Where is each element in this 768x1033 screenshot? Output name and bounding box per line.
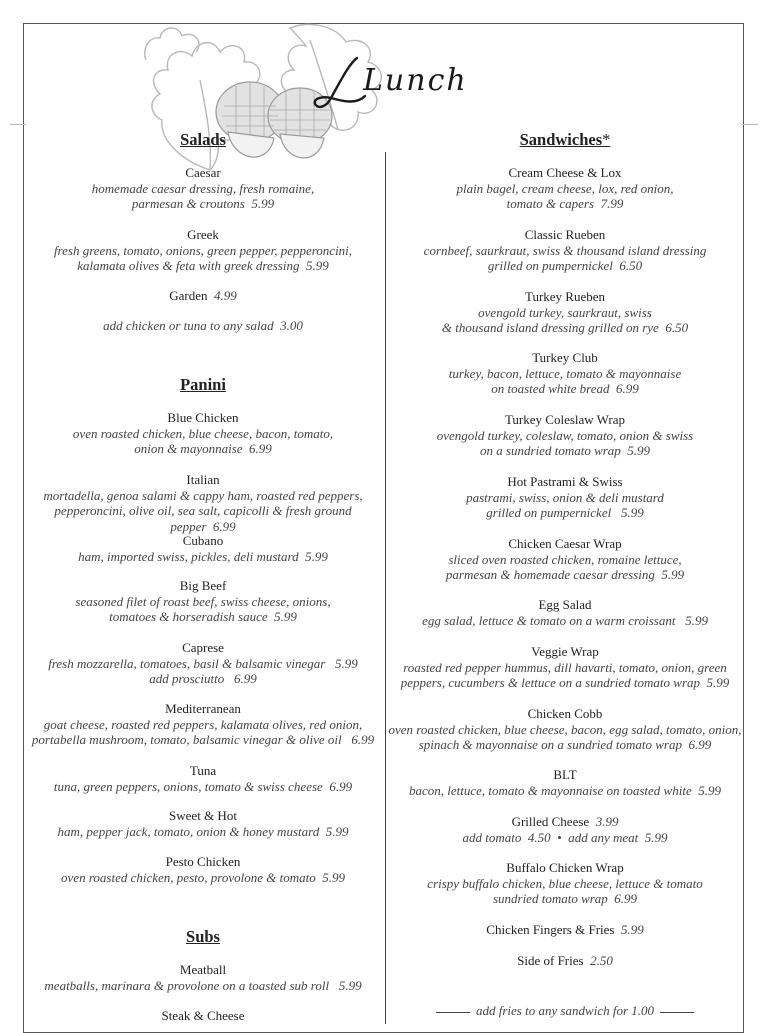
item-price: 6.99 (351, 732, 375, 747)
item-desc: pepperoncini, olive oil, sea salt, capicolli & fresh ground pepper (54, 503, 352, 534)
lunch-script-title (305, 46, 485, 116)
menu-item (388, 350, 742, 397)
menu-item (388, 953, 742, 969)
menu-item (388, 860, 742, 907)
item-name: Side of Fries (517, 953, 584, 968)
right-fold-mark (742, 124, 758, 125)
rule-right (660, 1012, 694, 1013)
item-desc: tomato & capers (506, 196, 595, 211)
item-name: Caesar (185, 165, 221, 180)
item-desc: onion & mayonnaise (134, 441, 243, 456)
item-extra: add prosciutto (149, 671, 225, 686)
fries-note-text: add fries to any sandwich for (475, 1003, 629, 1018)
item-desc: fresh greens, tomato, onions, green pepper, pepperoncini, (53, 242, 353, 258)
menu-title: Lunch (363, 63, 468, 98)
item-name: Hot Pastrami & Swiss (507, 474, 623, 489)
item-desc: seasoned filet of roast beef, swiss cheese, onions, (75, 593, 331, 609)
menu-item (24, 472, 382, 534)
menu-item (24, 533, 382, 564)
subs-heading: Subs (186, 927, 220, 946)
item-name: Tuna (189, 763, 217, 778)
item-price: 6.99 (616, 381, 639, 396)
menu-item (388, 767, 742, 798)
item-desc: grilled on pumpernickel (487, 258, 613, 273)
menu-item (388, 644, 742, 691)
item-price: 6.99 (614, 891, 638, 906)
item-desc: sundried tomato wrap (492, 891, 608, 906)
column-divider (385, 152, 386, 1024)
menu-item (388, 706, 742, 753)
item-price: 5.99 (322, 869, 345, 885)
item-name: Classic Rueben (524, 227, 606, 242)
item-price: 5.99 (305, 548, 328, 564)
item-name: Blue Chicken (167, 410, 239, 425)
item-name: Italian (186, 472, 220, 487)
item-desc: kalamata olives & feta with greek dressing (77, 258, 300, 273)
menu-item (388, 536, 742, 583)
item-desc: tomatoes & horseradish sauce (109, 609, 268, 624)
item-name: BLT (553, 767, 577, 782)
item-extra-price: 5.99 (644, 829, 668, 845)
menu-item (24, 288, 382, 304)
menu-item (24, 1008, 382, 1024)
item-desc: tuna, green peppers, onions, tomato & swiss cheese (53, 778, 323, 794)
item-desc: peppers, cucumbers & lettuce on a sundried tomato wrap (400, 675, 701, 690)
item-desc: crispy buffalo chicken, blue cheese, lettuce & tomato (427, 875, 703, 891)
item-price: 5.99 (325, 823, 349, 839)
item-desc: spinach & mayonnaise on a sundried tomato wrap (418, 737, 682, 752)
item-desc: pastrami, swiss, onion & deli mustard (466, 489, 664, 505)
item-name: Cubano (182, 533, 224, 548)
item-name: Garden (169, 288, 208, 303)
item-name: Buffalo Chicken Wrap (506, 860, 624, 875)
item-name: Turkey Rueben (524, 289, 606, 304)
item-name: Meatball (179, 962, 227, 977)
rule-left (436, 1012, 470, 1013)
item-extra: add any meat (568, 829, 639, 845)
menu-item (388, 165, 742, 212)
item-name: Big Beef (179, 578, 227, 593)
menu-item (24, 854, 382, 885)
item-price: 6.99 (329, 778, 353, 794)
item-price: 5.99 (685, 612, 708, 628)
fries-note-price: 1.00 (631, 1003, 655, 1018)
menu-item (24, 165, 382, 212)
menu-item (388, 227, 742, 274)
item-name: Cream Cheese & Lox (508, 165, 622, 180)
item-desc: egg salad, lettuce & tomato on a warm croissant (422, 612, 676, 628)
item-name: Egg Salad (538, 597, 592, 612)
item-extra-price: 4.50 (527, 829, 551, 845)
item-extra-price: 6.99 (234, 671, 257, 686)
item-desc: bacon, lettuce, tomato & mayonnaise on toasted white (409, 782, 692, 798)
item-name: Chicken Fingers & Fries (486, 922, 615, 937)
item-name: Veggie Wrap (531, 644, 599, 659)
item-name: Turkey Coleslaw Wrap (504, 412, 626, 427)
item-price: 5.99 (627, 443, 651, 458)
item-price: 4.99 (214, 288, 237, 303)
item-desc: sliced oven roasted chicken, romaine lettuce, (448, 551, 682, 567)
item-desc: fresh mozzarella, tomatoes, basil & balsamic vinegar (48, 655, 326, 671)
item-desc: portabella mushroom, tomato, balsamic vinegar & olive oil (31, 732, 342, 747)
item-desc: homemade caesar dressing, fresh romaine, (91, 180, 315, 196)
item-desc: meatballs, marinara & provolone on a toasted sub roll (44, 977, 330, 993)
item-price: 5.99 (698, 782, 721, 798)
item-desc: oven roasted chicken, pesto, provolone & tomato (61, 869, 316, 885)
item-price: 6.50 (665, 320, 689, 335)
menu-item (388, 597, 742, 628)
panini-heading: Panini (180, 375, 226, 394)
item-price: 3.99 (595, 814, 619, 829)
item-desc: turkey, bacon, lettuce, tomato & mayonnaise (448, 365, 682, 381)
item-desc: grilled on pumpernickel (486, 505, 612, 520)
item-desc: parmesan & croutons (131, 196, 245, 211)
menu-item (24, 962, 382, 993)
item-desc: ham, imported swiss, pickles, deli mustard (78, 548, 299, 564)
item-name: Caprese (182, 640, 224, 655)
item-desc: parmesan & homemade caesar dressing (445, 567, 655, 582)
item-desc: oven roasted chicken, blue cheese, bacon, egg salad, tomato, onion, (388, 721, 742, 737)
item-desc: goat cheese, roasted red peppers, kalamata olives, red onion, (43, 716, 363, 732)
menu-item (24, 701, 382, 748)
item-price: 5.99 (305, 258, 329, 273)
sandwiches-heading-text: Sandwiches (519, 130, 603, 149)
menu-item (388, 922, 742, 938)
item-name: Mediterranean (165, 701, 241, 716)
item-name: Steak & Cheese (161, 1008, 245, 1023)
item-price: 5.99 (661, 567, 685, 582)
item-desc: cornbeef, saurkraut, swiss & thousand island dressing (423, 242, 707, 258)
menu-item (24, 808, 382, 839)
addon-price: 3.00 (280, 318, 303, 333)
item-desc: ham, pepper jack, tomato, onion & honey mustard (57, 823, 320, 839)
sandwiches-heading (388, 130, 742, 150)
item-price: 6.50 (619, 258, 643, 273)
item-desc: plain bagel, cream cheese, lox, red onion, (456, 180, 674, 196)
menu-item (388, 412, 742, 459)
left-fold-mark (10, 124, 26, 125)
item-desc: on a sundried tomato wrap (479, 443, 621, 458)
item-price: 2.50 (590, 953, 613, 968)
item-desc: oven roasted chicken, blue cheese, bacon, tomato, (72, 425, 334, 441)
item-price: 5.99 (274, 609, 297, 624)
menu-item (24, 227, 382, 274)
item-name: Sweet & Hot (169, 808, 237, 823)
menu-item (388, 289, 742, 336)
menu-item (388, 814, 742, 845)
item-name: Turkey Club (532, 350, 598, 365)
item-name: Grilled Cheese (511, 814, 590, 829)
item-price: 5.99 (706, 675, 730, 690)
sandwiches-heading-mark: * (602, 130, 611, 149)
menu-item (24, 763, 382, 794)
item-desc: ovengold turkey, coleslaw, tomato, onion & swiss (436, 427, 694, 443)
item-desc: roasted red pepper hummus, dill havarti, tomato, onion, green (403, 659, 727, 675)
salads-heading: Salads (180, 130, 226, 149)
item-price: 5.99 (338, 977, 362, 993)
item-price: 6.99 (249, 441, 272, 456)
menu-item (388, 474, 742, 521)
item-name: Chicken Cobb (527, 706, 603, 721)
menu-item (24, 410, 382, 457)
menu-item (24, 640, 382, 687)
item-name: Greek (187, 227, 219, 242)
menu-item (24, 578, 382, 625)
fries-addon-note (388, 1003, 742, 1019)
item-price: 6.99 (212, 518, 236, 534)
item-price: 6.99 (688, 737, 712, 752)
item-name: Chicken Caesar Wrap (508, 536, 622, 551)
item-price: 7.99 (600, 196, 624, 211)
item-extra: add tomato (462, 829, 522, 845)
addon-text: add chicken or tuna to any salad (103, 318, 274, 333)
item-price: 5.99 (335, 655, 358, 671)
item-desc: & thousand island dressing grilled on rye (441, 320, 659, 335)
item-price: 5.99 (251, 196, 275, 211)
item-desc: ovengold turkey, saurkraut, swiss (478, 304, 652, 320)
item-price: 5.99 (620, 922, 644, 937)
item-price: 5.99 (620, 505, 644, 520)
item-desc: mortadella, genoa salami & cappy ham, roasted red peppers, (43, 487, 363, 503)
salad-addon-note (24, 318, 382, 334)
item-desc: on toasted white bread (491, 381, 610, 396)
bullet-separator: • (557, 829, 562, 845)
item-name: Pesto Chicken (165, 854, 241, 869)
